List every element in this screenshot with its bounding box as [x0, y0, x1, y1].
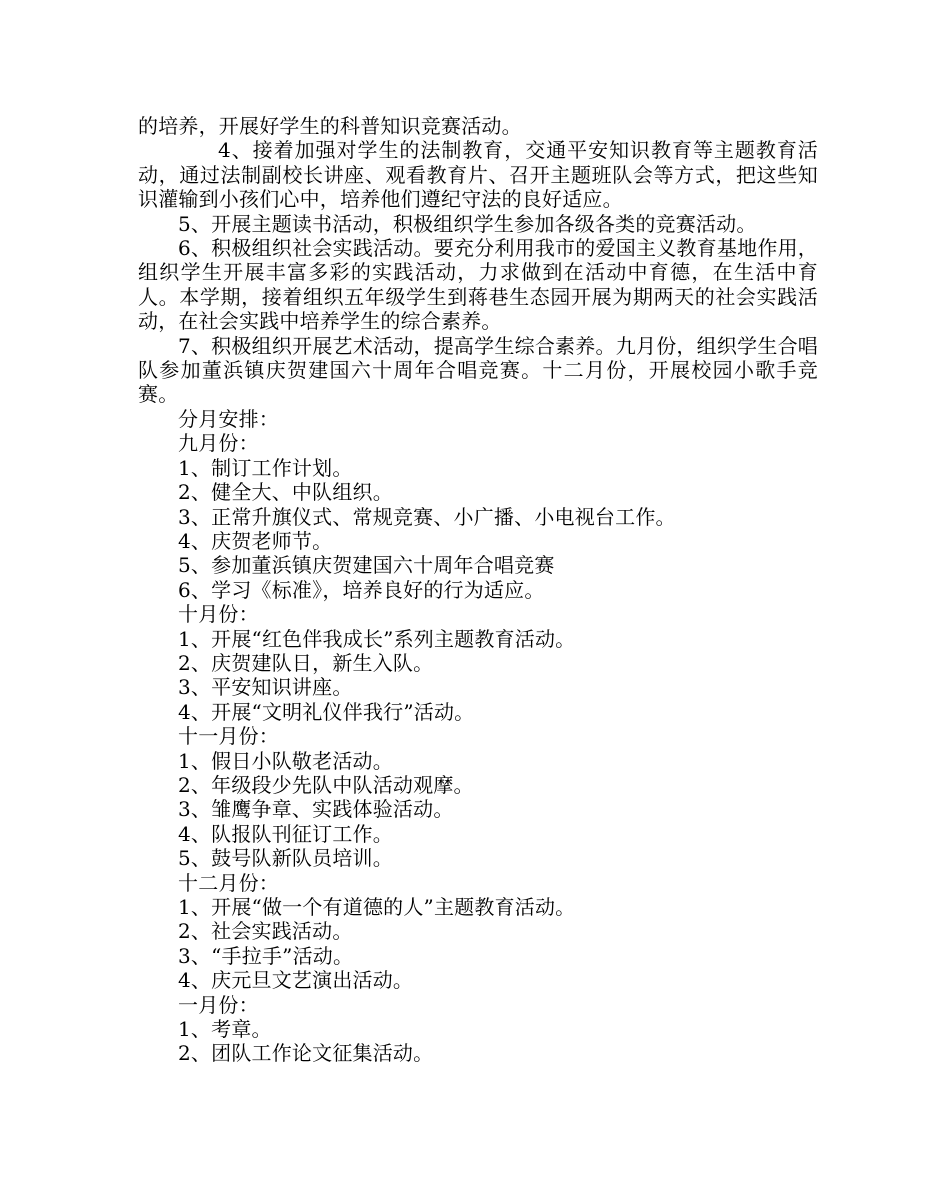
list-item: 4、队报队刊征订工作。 [178, 821, 393, 846]
document-body [138, 114, 818, 1066]
paragraph-item-7: 7、积极组织开展艺术活动，提高学生综合素养。九月份，组织学生合唱队参加董浜镇庆贺建国六十周年合唱竞赛。十二月份，开展校园小歌手竞赛。 [138, 333, 818, 407]
list-item: 5、鼓号队新队员培训。 [178, 846, 393, 871]
month-label: 十一月份： [178, 724, 279, 749]
list-item: 4、庆贺老师节。 [178, 528, 333, 553]
month-january [138, 993, 818, 1066]
list-item: 3、正常升旗仪式、常规竞赛、小广播、小电视台工作。 [178, 504, 676, 529]
list-item: 2、年级段少先队中队活动观摩。 [178, 772, 474, 797]
list-item: 1、开展“红色伴我成长”系列主题教育活动。 [178, 626, 576, 651]
list-item: 2、庆贺建队日，新生入队。 [178, 650, 434, 675]
paragraph-item-6: 6、积极组织社会实践活动。要充分利用我市的爱国主义教育基地作用，组织学生开展丰富多彩的实践活动，力求做到在活动中育德，在生活中育人。本学期，接着组织五年级学生到蒋巷生态园开展为期两天的社会实践活动，在社会实践中培养学生的综合素养。 [138, 236, 818, 334]
month-label: 十月份： [178, 602, 259, 627]
month-november [138, 724, 818, 870]
month-december [138, 871, 818, 993]
list-item: 4、庆元旦文艺演出活动。 [178, 968, 414, 993]
month-label: 一月份： [178, 992, 259, 1017]
list-item: 1、开展“做一个有道德的人”主题教育活动。 [178, 895, 576, 919]
list-item: 1、假日小队敬老活动。 [178, 748, 393, 773]
list-item: 5、参加董浜镇庆贺建国六十周年合唱竞赛 [178, 553, 555, 578]
schedule-heading: 分月安排： [178, 406, 279, 431]
list-item: 4、开展“文明礼仪伴我行”活动。 [178, 699, 475, 724]
list-item: 2、团队工作论文征集活动。 [178, 1041, 434, 1066]
list-item: 6、学习《标准》，培养良好的行为适应。 [178, 577, 545, 602]
list-item: 3、平安知识讲座。 [178, 675, 353, 700]
paragraph-item-5: 5、开展主题读书活动，积极组织学生参加各级各类的竞赛活动。 [178, 211, 757, 236]
list-item: 3、“手拉手”活动。 [178, 943, 354, 968]
intro-paragraphs [138, 114, 818, 407]
list-item: 2、健全大、中队组织。 [178, 480, 393, 505]
monthly-schedule [138, 407, 818, 1066]
month-label: 九月份： [178, 431, 259, 456]
paragraph-continuation: 的培养，开展好学生的科普知识竞赛活动。 [138, 114, 522, 138]
month-september [138, 431, 818, 602]
paragraph-item-4: 4、接着加强对学生的法制教育，交通平安知识教育等主题教育活动，通过法制副校长讲座、观看教育片、召开主题班队会等方式，把这些知识灌输到小孩们心中，培养他们遵纪守法的良好适应。 [138, 138, 818, 212]
month-october [138, 602, 818, 724]
list-item: 3、雏鹰争章、实践体验活动。 [178, 797, 454, 822]
month-label: 十二月份： [178, 870, 279, 895]
list-item: 2、社会实践活动。 [178, 919, 353, 944]
list-item: 1、制订工作计划。 [178, 455, 353, 480]
list-item: 1、考章。 [178, 1017, 272, 1042]
